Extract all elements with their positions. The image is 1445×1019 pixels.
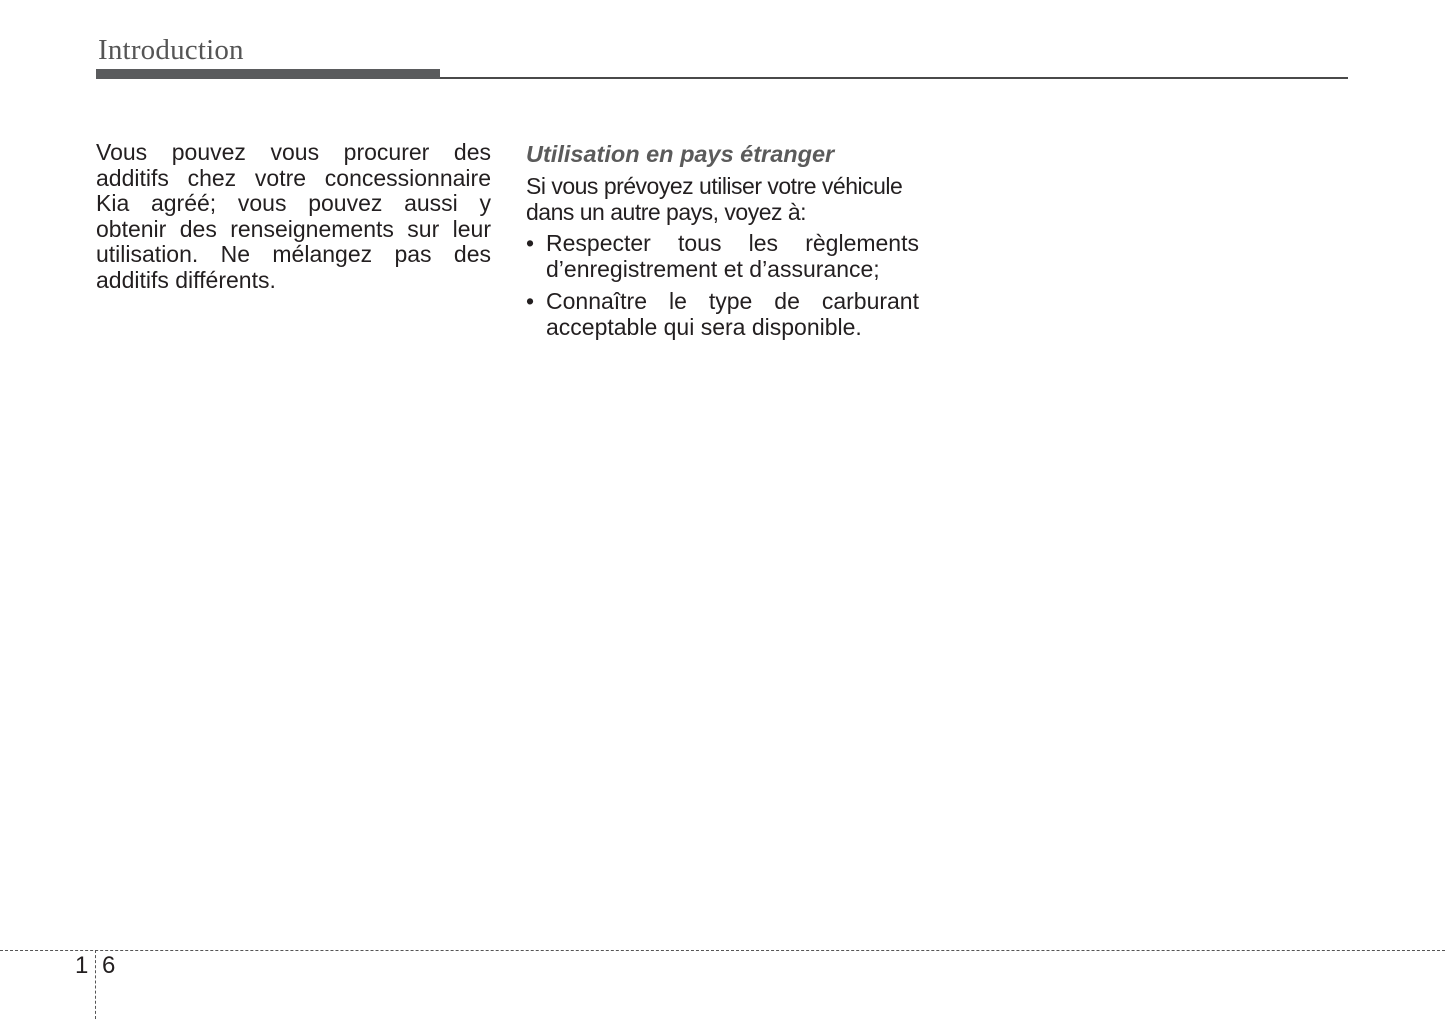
foreign-use-heading: Utilisation en pays étranger bbox=[526, 141, 835, 167]
list-item bbox=[526, 231, 919, 282]
footer-dashed-divider bbox=[95, 950, 96, 1019]
bullet-icon: • bbox=[526, 230, 535, 256]
bullet-icon: • bbox=[526, 288, 535, 314]
footer-dashed-rule bbox=[0, 950, 1445, 951]
left-column bbox=[96, 140, 491, 293]
page-number: 6 bbox=[102, 952, 116, 979]
header-accent-bar bbox=[96, 69, 440, 79]
foreign-use-list bbox=[526, 231, 919, 340]
list-item bbox=[526, 289, 919, 340]
chapter-number: 1 bbox=[75, 952, 89, 979]
header-rule bbox=[440, 77, 1348, 79]
section-title: Introduction bbox=[98, 34, 244, 66]
right-column bbox=[526, 140, 919, 347]
foreign-use-intro: Si vous prévoyez utiliser votre véhicule dans un autre pays, voyez à: bbox=[526, 173, 903, 225]
list-item-text: Connaître le type de carburant acceptable qui sera disponible. bbox=[546, 288, 919, 340]
additives-paragraph: Vous pouvez vous procurer des additifs chez votre concessionnaire Kia agréé; vous pouvez aussi y obtenir des renseignements sur leur utilisation. Ne mélangez pas des additifs différents. bbox=[96, 139, 491, 293]
list-item-text: Respecter tous les règlements d’enregistrement et d’assurance; bbox=[546, 230, 919, 282]
